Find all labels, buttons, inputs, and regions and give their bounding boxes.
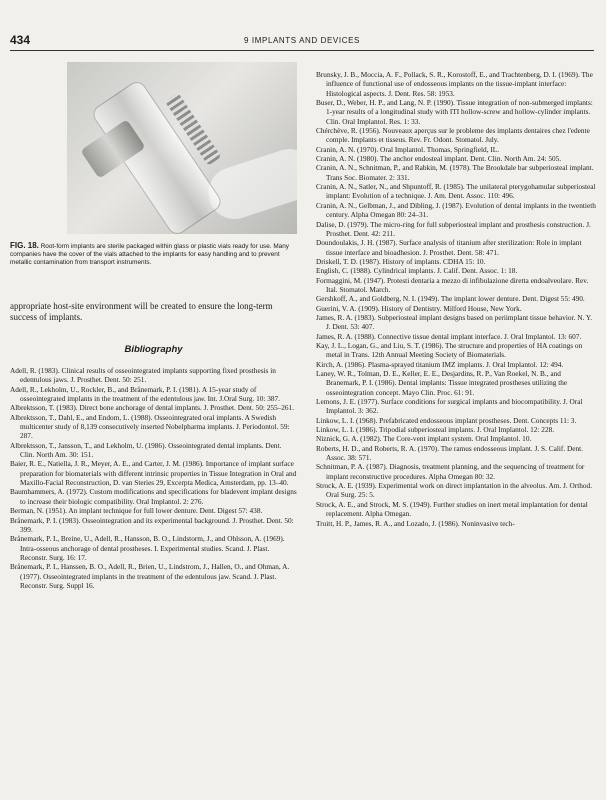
reference-entry: Cranin, A. N., Satler, N., and Shpuntoff, R. (1985). The unilateral pterygohamular subperiosteal implant: Evolution of a technique. J. Am. Dent. Assoc. 110: 496. xyxy=(316,182,596,201)
page-header xyxy=(10,34,594,51)
reference-entry: Baumhammers, A. (1972). Custom modifications and specifications for bladevent implant designs to increase their biologic compatibility. Oral Implantol. 2: 276. xyxy=(10,487,297,506)
reference-entry: Laney, W. R., Tolman, D. E., Keller, E. E., Desjardins, R. P., Van Roekel, N. B., and Branemark, P. I. (1986). Dental implants: Tissue integrated prostheses utilizing the osseointegration concept. Mayo Clin. Proc. 61: 91. xyxy=(316,369,568,397)
reference-entry: Lemons, J. E. (1977). Surface conditions for surgical implants and biocompatibility. J. Oral Implantol. 3: 362. xyxy=(316,397,583,416)
reference-entry: Dalise, D. (1979). The micro-ring for full subperiosteal implant and prosthesis construction. J. Prosthet. Dent. 42: 211. xyxy=(316,219,591,238)
reference-entry: Buser, D., Weber, H. P., and Lang, N. P. (1990). Tissue integration of non-submerged implants: 1-year results of a longitudinal study with ITI hollow-screw and hollow-cylinder implants. Clin. Oral Implantol. Res. 1: 33. xyxy=(316,98,593,126)
reference-entry: Albrektsson, T., Dahl, E., and Endom, L. (1988). Osseointegrated oral implants. A Swedish multicenter study of 8,139 consecutively inserted Nobelpharma implants. J. Periodontol. 59: 287. xyxy=(10,412,290,441)
reference-entry: Gershkoff, A., and Goldberg, N. I. (1949). The implant lower denture. Dent. Digest 55: 490. xyxy=(316,294,585,304)
reference-entry: Linkow, L. I. (1986). Tripodial subperiosteal implants. J. Oral Implantol. 12: 228. xyxy=(316,425,555,435)
reference-entry: English, C. (1988). Cylindrical implants. J. Calif. Dent. Assoc. 1: 18. xyxy=(316,266,518,276)
figure-caption-text: Root-form implants are sterile packaged within glass or plastic vials ready for use. Many companies have the cover of the vials attached to the implants for easy handling and to prevent metallic contamination from transport instruments. xyxy=(10,243,289,266)
reference-entry: Schnitman, P. A. (1987). Diagnosis, treatment planning, and the sequencing of treatment for implant reconstructive procedures. Alpha Omegan 80: 32. xyxy=(316,462,585,481)
reference-entry: Strock, A. E. (1939). Experimental work on direct implantation in the alveolus. Am. J. Orthod. Oral Surg. 25: 5. xyxy=(316,481,593,500)
reference-entry: Berman, N. (1951). An implant technique for full lower denture. Dent. Digest 57: 438. xyxy=(10,506,263,516)
reference-entry: James, R. A. (1983). Subperiosteal implant designs based on periimplant tissue behavior. N. Y. J. Dent. 53: 407. xyxy=(316,312,593,332)
reference-entry: Kay, J. L., Logan, G., and Liu, S. T. (1986). The structure and properties of HA coatings on metal in Trans. 12th Annual Meeting Society of Biomaterials. xyxy=(316,340,583,360)
figure-label: FIG. 18. xyxy=(10,241,39,250)
reference-entry: Cranin, A. N. (1970). Oral Implantol. Thomas, Springfield, IL. xyxy=(316,144,500,154)
reference-entry: Cranin, A. N., Schnitman, P., and Rabkin, M. (1978). The Brookdale bar subperiosteal implant. Trans Soc. Biomater. 2: 331. xyxy=(316,163,594,182)
reference-entry: Brunsky, J. B., Moccia, A. F., Pollack, S. R., Korostoff, E., and Trachtenberg, D. I. (1969). The influence of functional use of endosseous implants on the tissue-implant interface: Histological aspects. J. Dent. Res. 58: 1953. xyxy=(316,70,593,98)
running-head: 9 IMPLANTS AND DEVICES xyxy=(244,36,360,45)
figure-photo xyxy=(67,62,297,234)
figure-caption xyxy=(10,242,297,267)
reference-entry: Doundoulakis, J. H. (1987). Surface analysis of titanium after sterilization: Role in implant tissue interface and bioadhesion. J. Prosthet. Dent. 58: 471. xyxy=(316,238,582,257)
reference-entry: Strock, A. E., and Strock, M. S. (1949). Further studies on inert metal implantation for dental replacement. Alpha Omegan. xyxy=(316,499,588,519)
reference-entry: Roberts, H. D., and Roberts, R. A. (1970). The ramus endosseous implant. J. S. Calif. Dent. Assoc. 38: 571. xyxy=(316,443,583,463)
reference-entry: Brånemark, P. I. (1983). Osseointegration and its experimental background. J. Prosthet. Dent. 50: 399. xyxy=(10,515,294,534)
reference-entry: Truitt, H. P., James, R. A., and Lozado, J. (1986). Noninvasive tech- xyxy=(316,518,515,528)
bibliography-heading: Bibliography xyxy=(124,344,183,355)
reference-entry: James, R. A. (1988). Connective tissue dental implant interface. J. Oral Implantol. 13: 607. xyxy=(316,331,582,341)
reference-entry: Albrektsson, T., Jansson, T., and Lekholm, U. (1986). Osseointegrated dental implants. Dent. Clin. North Am. 30: 151. xyxy=(10,440,282,460)
bibliography-right-list xyxy=(316,70,596,528)
bibliography-left-list xyxy=(10,366,297,590)
reference-entry: Linkow, L. I. (1968). Prefabricated endosseous implant prostheses. Dent. Concepts 11: 3. xyxy=(316,415,577,425)
left-column xyxy=(10,62,297,590)
reference-entry: Baier, R. E., Natiella, J. R., Meyer, A. E., and Carter, J. M. (1986). Importance of implant surface preparation for biomaterials with different intrinsic properties in Tissue Integration in Oral and Maxillo-Facial Reconstruction, D. van Steries 29, Excerpta Medica, Amsterdam, pp. 13–40. xyxy=(10,459,297,488)
reference-entry: Brånemark, P. I., Breine, U., Adell, R., Hansson, B. O., Lindstorm, J., and Ohlsson, A. (1969). Intra-osseous anchorage of dental prostheses. I. Experimental studies. Scand. J. Plast. Reconstr. Surg. 16: 17. xyxy=(10,534,285,562)
reference-entry: Adell, R., Lekholm, U., Rockler, B., and Brånemark, P. I. (1981). A 15-year study of osseointegrated implants in the treatment of the edentulous jaw. Int. J.Oral Surg. 10: 387. xyxy=(10,384,281,404)
reference-entry: Albrektsson, T. (1983). Direct bone anchorage of dental implants. J. Prosthet. Dent. 50: 255–261. xyxy=(10,403,295,413)
page-number: 434 xyxy=(10,33,31,47)
reference-entry: Cranin, A. N. (1980). The anchor endosteal implant. Dent. Clin. North Am. 24: 505. xyxy=(316,154,562,164)
reference-entry: Cranin, A. N., Gelbman, J., and Dibling, J. (1987). Evolution of dental implants in the twentieth century. Alpha Omegan 80: 24–31. xyxy=(316,200,596,220)
reference-entry: Driskell, T. D. (1987). History of implants. CDHA 15: 10. xyxy=(316,256,486,266)
reference-entry: Adell, R. (1983). Clinical results of osseointegrated implants supporting fixed prosthesis in edentulous jaws. J. Prosthet. Dent. 50: 251. xyxy=(10,366,276,385)
reference-entry: Niznick, G. A. (1982). The Core-vent implant system. Oral Implantol. 10. xyxy=(316,434,532,444)
body-paragraph: appropriate host-site environment will be created to ensure the long-term success of implants. xyxy=(10,301,273,322)
reference-entry: Formaggini, M. (1947). Protesti dentaria a mezzo di infibulazione diretta endoalveolare. Rev. Ital. Stomatol. March. xyxy=(316,275,589,294)
right-column xyxy=(316,70,596,528)
reference-entry: Kirch, A. (1986). Plasma-sprayed titanium IMZ implants. J. Oral Implantol. 12: 494. xyxy=(316,359,564,369)
reference-entry: Guerini, V. A. (1909). History of Dentistry. Milford House, New York. xyxy=(316,303,522,313)
reference-entry: Chérchève, R. (1956). Nouveaux aperçus sur le probleme des implants dentaires chez l'edente comple. Implants et tisseus. Rev. Fr. Odont. Stomatol. July. xyxy=(316,126,590,145)
reference-entry: Brånemark, P. I., Hanssen, B. O., Adell, R., Brien, U., Lindstrom, J., Hallen, O., and Ohman, A. (1977). Osseointegrated implants in the treatment of the edentulous jaw. Scand. J. Plast. Reconstr. Surg. Suppl 16. xyxy=(10,562,290,590)
